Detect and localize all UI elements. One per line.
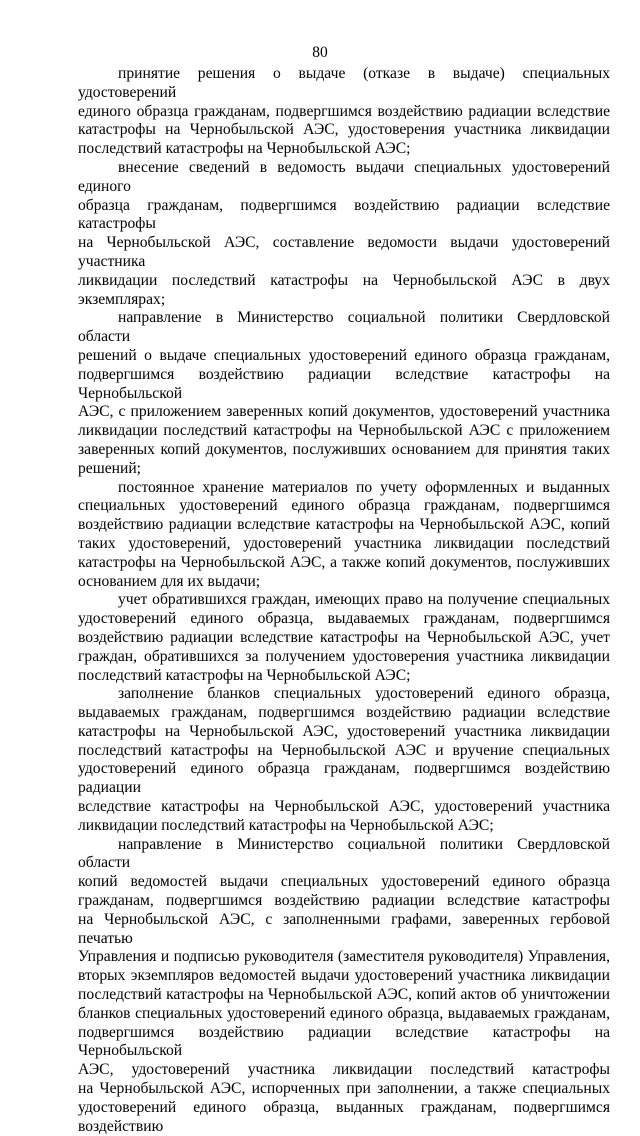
page-number: 80: [312, 44, 328, 61]
text-line: решений;: [78, 459, 142, 477]
text-line: катастрофы на Чернобыльской АЭС, удостоверений участника ликвидации: [78, 722, 610, 740]
text-line: воздействию радиации вследствие катастрофы на Чернобыльской АЭС, копий: [78, 516, 610, 534]
document-body: [78, 65, 610, 1136]
text-line: копий ведомостей выдачи специальных удостоверений единого образца: [78, 873, 610, 891]
text-line: вторых экземпляров ведомостей выдачи удостоверений участника ликвидации: [78, 967, 610, 985]
text-line: удостоверений единого образца, выданных гражданам, подвергшимся воздействию: [78, 1098, 610, 1135]
text-line: направление в Министерство социальной политики Свердловской области: [78, 835, 610, 872]
text-line: решений о выдаче специальных удостоверений единого образца гражданам,: [78, 346, 610, 364]
paragraph: [78, 685, 610, 835]
text-line: АЭС, с приложением заверенных копий документов, удостоверений участника: [78, 403, 610, 421]
text-line: принятие решения о выдаче (отказе в выдаче) специальных удостоверений: [78, 65, 610, 101]
text-line: на Чернобыльской АЭС, испорченных при заполнении, а также специальных: [78, 1080, 610, 1098]
text-line: ликвидации последствий катастрофы на Чернобыльской АЭС в двух экземплярах;: [78, 271, 610, 308]
text-line: катастрофы на Чернобыльской АЭС, а также копий документов, послуживших: [78, 553, 610, 571]
paragraph: [78, 479, 610, 592]
text-line: на Чернобыльской АЭС, с заполненными графами, заверенных гербовой печатью: [78, 910, 610, 947]
text-line: удостоверений единого образца гражданам, подвергшимся воздействию радиации: [78, 760, 610, 797]
text-line: основанием для их выдачи;: [78, 572, 261, 590]
text-line: ликвидации последствий катастрофы на Чернобыльской АЭС с приложением: [78, 422, 610, 440]
paragraph: [78, 309, 610, 478]
text-line: внесение сведений в ведомость выдачи специальных удостоверений единого: [78, 158, 610, 195]
text-line: единого образца гражданам, подвергшимся воздействию радиации вследствие: [78, 102, 610, 120]
text-line: таких удостоверений, удостоверений участника ликвидации последствий: [78, 534, 610, 552]
text-line: АЭС, удостоверений участника ликвидации последствий катастрофы: [78, 1061, 610, 1079]
text-line: гражданам, подвергшимся воздействию радиации вследствие катастрофы: [78, 892, 610, 910]
text-line: катастрофы на Чернобыльской АЭС, удостоверения участника ликвидации: [78, 121, 610, 139]
text-line: образца гражданам, подвергшимся воздействию радиации вследствие катастрофы: [78, 196, 610, 233]
text-line: Управления и подписью руководителя (заместителя руководителя) Управления,: [78, 948, 610, 966]
text-line: последствий катастрофы на Чернобыльской АЭС, копий актов об уничтожении: [78, 986, 610, 1004]
text-line: ликвидации последствий катастрофы на Чернобыльской АЭС;: [78, 816, 494, 834]
text-line: заполнение бланков специальных удостоверений единого образца,: [118, 685, 610, 703]
paragraph: [78, 65, 610, 159]
text-line: вследствие катастрофы на Чернобыльской АЭС, удостоверений участника: [78, 798, 610, 816]
text-line: последствий катастрофы на Чернобыльской АЭС и вручение специальных: [78, 741, 610, 759]
paragraph: [78, 836, 610, 1136]
text-line: удостоверений единого образца, выдаваемых гражданам, подвергшимся: [78, 610, 610, 628]
text-line: бланков специальных удостоверений единого образца, выдаваемых гражданам,: [78, 1004, 610, 1022]
text-line: выдаваемых гражданам, подвергшимся воздействию радиации вследствие: [78, 704, 610, 722]
text-line: подвергшимся воздействию радиации вследствие катастрофы на Чернобыльской: [78, 365, 610, 402]
text-line: подвергшимся воздействию радиации вследствие катастрофы на Чернобыльской: [78, 1023, 610, 1060]
text-line: заверенных копий документов, послуживших основанием для принятия таких: [78, 440, 610, 458]
paragraph: [78, 591, 610, 685]
text-line: граждан, обратившихся за получением удостоверения участника ликвидации: [78, 647, 610, 665]
text-line: воздействию радиации вследствие катастрофы на Чернобыльской АЭС, учет: [78, 628, 610, 646]
text-line: на Чернобыльской АЭС, составление ведомости выдачи удостоверений участника: [78, 234, 610, 270]
paragraph: [78, 159, 610, 309]
text-line: учет обратившихся граждан, имеющих право на получение специальных: [118, 591, 610, 609]
text-line: последствий катастрофы на Чернобыльской АЭС;: [78, 666, 411, 684]
text-line: постоянное хранение материалов по учету оформленных и выданных: [118, 478, 610, 496]
text-line: направление в Министерство социальной политики Свердловской области: [78, 309, 610, 346]
text-line: последствий катастрофы на Чернобыльской АЭС;: [78, 140, 411, 158]
text-line: специальных удостоверений единого образца гражданам, подвергшимся: [78, 497, 610, 515]
